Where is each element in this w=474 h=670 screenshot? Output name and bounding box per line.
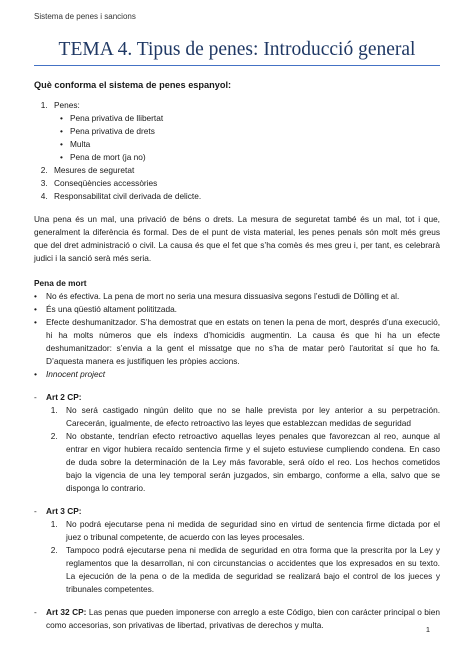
article-label: Art 2 CP: <box>46 392 82 402</box>
running-header: Sistema de penes i sancions <box>34 12 136 21</box>
penalty-system-list <box>34 99 440 203</box>
document-title: TEMA 4. Tipus de penes: Introducció general <box>34 39 440 66</box>
list-item: • És una qüestió altament polititzada. <box>46 303 440 316</box>
intro-paragraph: Una pena és un mal, una privació de béns o drets. La mesura de seguretat també és un mal, tot i que, generalment la diferència és formal. Des de el punt de vista material, les penes penals són molt més greus que del dret administració o civil. La causa és que el fet que s’ha comès és mes greu i, per tant, es celebrarà judici i la sanció serà més seria. <box>34 214 440 263</box>
list-item: 1. No será castigado ningún delito que no se halle prevista por ley anterior a su perpetración. Carecerán, igualmente, de efecto retroactivo las leyes que establezcan medidas de seguridad <box>60 404 440 430</box>
list-item: 2. No obstante, tendrían efecto retroactivo aquellas leyes penales que favorezcan al reo, aunque al entrar en vigor hubiera recaído sentencia firme y el sujeto estuviese cumpliendo condena. En caso de duda sobre la determinación de la Ley más favorable, será oído el reo. Los hechos cometidos bajo la vigencia de una ley temporal serán juzgados, sin embargo, conforme a ella, salvo que se disponga lo contrario. <box>60 430 440 495</box>
articles-list <box>34 391 440 632</box>
list-item <box>50 99 440 164</box>
article-label: Art 32 CP: <box>46 607 87 617</box>
document-body <box>34 99 440 632</box>
list-item: • Pena de mort (ja no) <box>70 151 440 164</box>
list-item: • No és efectiva. La pena de mort no seria una mesura dissuasiva segons l’estudi de Dölling et al. <box>46 290 440 303</box>
article-text: Las penas que pueden imponerse con arreglo a este Código, bien con carácter principal o bien como accesorias, son privativas de libertad, privativas de derechos y multa. <box>46 607 440 630</box>
death-penalty-list <box>34 290 440 381</box>
list-item-label: Penes: <box>54 100 80 110</box>
list-item: 2. Mesures de seguretat <box>50 164 440 177</box>
section-heading: Què conforma el sistema de penes espanyol: <box>34 80 232 90</box>
list-item: 1. No podrá ejecutarse pena ni medida de seguridad sino en virtud de sentencia firme dictada por el juez o tribunal competente, de acuerdo con las leyes procesales. <box>60 518 440 544</box>
list-item: • Innocent project <box>46 368 440 381</box>
article-art-32 <box>46 606 440 632</box>
list-item: • Pena privativa de drets <box>70 125 440 138</box>
list-item: 2. Tampoco podrá ejecutarse pena ni medida de seguridad en otra forma que la prescrita por la Ley y reglamentos que la desarrollan, ni con circunstancias o accidentes que los expresados en su texto. La ejecución de la pena o de la medida de seguridad se realizará bajo el control de los jueces y tribunales competentes. <box>60 544 440 596</box>
article-label: Art 3 CP: <box>46 506 82 516</box>
article-items <box>46 404 440 495</box>
death-penalty-heading: Pena de mort <box>34 278 87 288</box>
list-item: • Multa <box>70 138 440 151</box>
list-item: 3. Conseqüències accessòries <box>50 177 440 190</box>
article-art-3 <box>46 505 440 606</box>
list-item: 4. Responsabilitat civil derivada de delicte. <box>50 190 440 203</box>
list-item: • Pena privativa de llibertat <box>70 112 440 125</box>
article-items <box>46 518 440 596</box>
page-number: 1 <box>425 625 430 634</box>
list-item: • Efecte deshumanitzador. S’ha demostrat que en estats on tenen la pena de mort, després d’una execució, hi ha molts números que els índexs d’homicidis augmentin. La causa és que hi ha un efecte deshumanitzador: s’envia a la gent el missatge que no s’ha de matar però l’autoritat sí que ho fa. D’aquesta manera es justifiquen les pròpies accions. <box>46 316 440 368</box>
penalty-types-list <box>54 112 440 164</box>
article-art-2 <box>46 391 440 505</box>
